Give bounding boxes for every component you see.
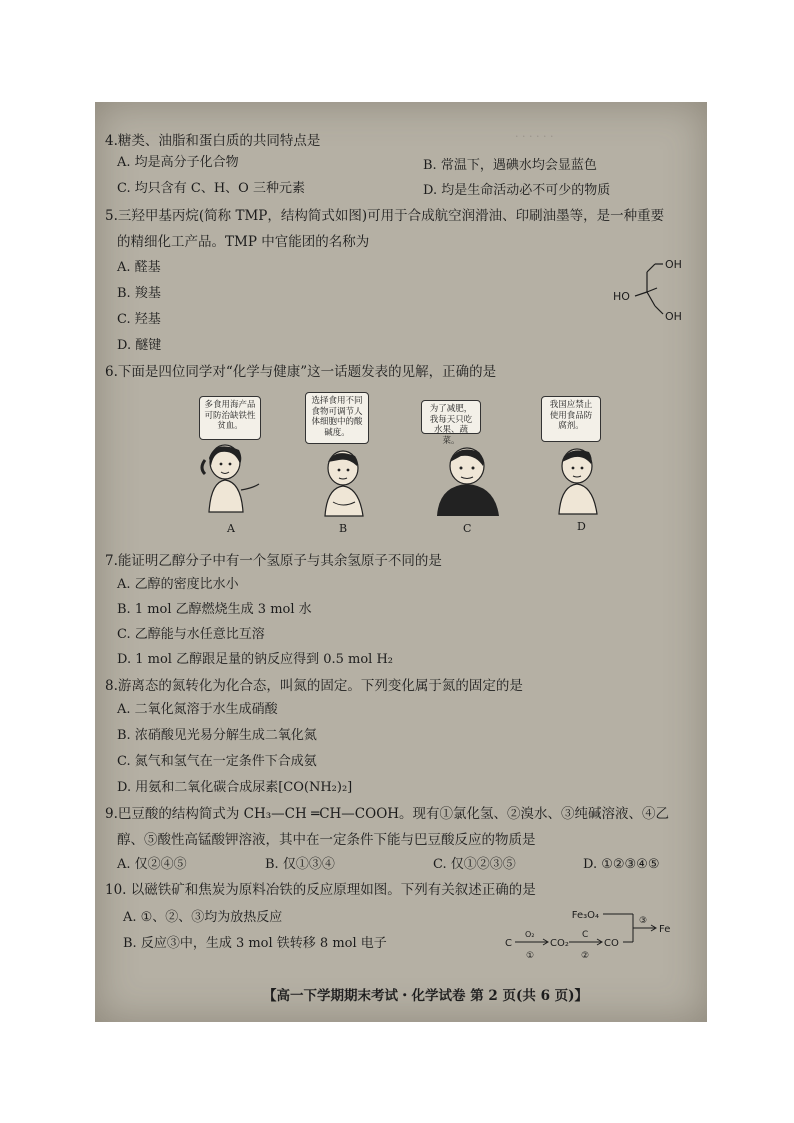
question-6-stem: 6.下面是四位同学对“化学与健康”这一话题发表的见解，正确的是 xyxy=(105,364,497,380)
question-4-option-a: A. 均是高分子化合物 xyxy=(117,155,239,170)
bleed-through-text: · · · · · · xyxy=(515,130,554,143)
question-8-option-d: D. 用氨和二氧化碳合成尿素[CO(NH₂)₂] xyxy=(117,780,353,795)
question-4-stem: 4.糖类、油脂和蛋白质的共同特点是 xyxy=(105,133,321,149)
question-5-option-c: C. 羟基 xyxy=(117,312,161,327)
question-8-option-c: C. 氮气和氢气在一定条件下合成氨 xyxy=(117,754,317,769)
iron-smelting-diagram xyxy=(503,904,693,968)
panel-d-label: D xyxy=(577,520,586,533)
question-8-option-b: B. 浓硝酸见光易分解生成二氧化氮 xyxy=(117,728,317,743)
question-7-stem: 7.能证明乙醇分子中有一个氢原子与其余氢原子不同的是 xyxy=(105,553,442,569)
student-d-illustration xyxy=(545,444,615,516)
question-9-option-c: C. 仅①②③⑤ xyxy=(433,857,516,872)
panel-a-label: A xyxy=(227,522,235,535)
question-4-option-b: B. 常温下，遇碘水均会显蓝色 xyxy=(423,158,597,173)
diagram-co2-label: CO₂ xyxy=(550,938,569,949)
page-footer: 【高一下学期期末考试・化学试卷 第 2 页(共 6 页)】 xyxy=(263,988,589,1004)
question-9-stem-line-2: 醇、⑤酸性高锰酸钾溶液，其中在一定条件下能与巴豆酸反应的物质是 xyxy=(117,832,536,848)
question-5-stem-line-1: 5.三羟甲基丙烷(简称 TMP，结构简式如图)可用于合成航空润滑油、印刷油墨等，是一种重要 xyxy=(105,208,665,224)
question-9-option-b: B. 仅①③④ xyxy=(265,857,335,872)
panel-c-label: C xyxy=(463,522,472,535)
diagram-co-label: CO xyxy=(604,938,619,949)
tmp-ho-left-label: HO xyxy=(613,290,630,303)
question-4-option-d: D. 均是生命活动必不可少的物质 xyxy=(423,183,611,198)
tmp-oh-bottom-label: OH xyxy=(665,310,682,323)
question-7-option-d: D. 1 mol 乙醇跟足量的钠反应得到 0.5 mol H₂ xyxy=(117,652,394,667)
question-7-option-b: B. 1 mol 乙醇燃烧生成 3 mol 水 xyxy=(117,602,312,617)
question-10-stem: 10. 以磁铁矿和焦炭为原料冶铁的反应原理如图。下列有关叙述正确的是 xyxy=(105,882,536,898)
diagram-step-3-label: ③ xyxy=(639,916,648,926)
tmp-structure-diagram xyxy=(605,252,695,327)
panel-b-label: B xyxy=(339,522,348,535)
question-5-stem-line-2: 的精细化工产品。TMP 中官能团的名称为 xyxy=(117,234,370,250)
diagram-o2-label: O₂ xyxy=(525,930,535,939)
question-10-option-b: B. 反应③中，生成 3 mol 铁转移 8 mol 电子 xyxy=(123,936,387,951)
question-4-option-c: C. 均只含有 C、H、O 三种元素 xyxy=(117,181,305,196)
diagram-step-2-label: ② xyxy=(581,951,590,961)
student-a-illustration xyxy=(195,440,265,516)
diagram-c-mid-label: C xyxy=(582,930,589,940)
question-9-stem-line-1: 9.巴豆酸的结构简式为 CH₃—CH ═CH—COOH。现有①氯化氢、②溴水、③纯碱溶液、④乙 xyxy=(105,806,670,822)
question-5-option-d: D. 醚键 xyxy=(117,338,162,353)
diagram-c-left-label: C xyxy=(505,938,512,949)
tmp-oh-top-label: OH xyxy=(665,258,682,271)
diagram-fe3o4-label: Fe₃O₄ xyxy=(571,910,599,921)
question-8-option-a: A. 二氧化氮溶于水生成硝酸 xyxy=(117,702,278,717)
question-7-option-c: C. 乙醇能与水任意比互溶 xyxy=(117,627,265,642)
speech-bubble-b: 选择食用不同食物可调节人体细胞中的酸碱度。 xyxy=(305,392,369,444)
question-10-option-a: A. ①、②、③均为放热反应 xyxy=(123,910,283,925)
speech-bubble-c: 为了减肥，我每天只吃水果、蔬菜。 xyxy=(421,400,481,434)
diagram-fe-label: Fe xyxy=(659,924,671,935)
diagram-step-1-label: ① xyxy=(526,951,535,961)
speech-bubble-d: 我国应禁止使用食品防腐剂。 xyxy=(541,396,601,442)
question-7-option-a: A. 乙醇的密度比水小 xyxy=(117,577,239,592)
question-9-option-d: D. ①②③④⑤ xyxy=(583,857,660,872)
question-5-option-b: B. 羧基 xyxy=(117,286,161,301)
student-b-illustration xyxy=(309,446,379,518)
exam-page xyxy=(95,102,707,1022)
question-9-option-a: A. 仅②④⑤ xyxy=(117,857,187,872)
student-c-illustration xyxy=(429,442,509,518)
speech-bubble-a: 多食用海产品可防治缺铁性贫血。 xyxy=(199,396,261,440)
question-5-option-a: A. 醛基 xyxy=(117,260,161,275)
question-8-stem: 8.游离态的氮转化为化合态，叫氮的固定。下列变化属于氮的固定的是 xyxy=(105,678,523,694)
